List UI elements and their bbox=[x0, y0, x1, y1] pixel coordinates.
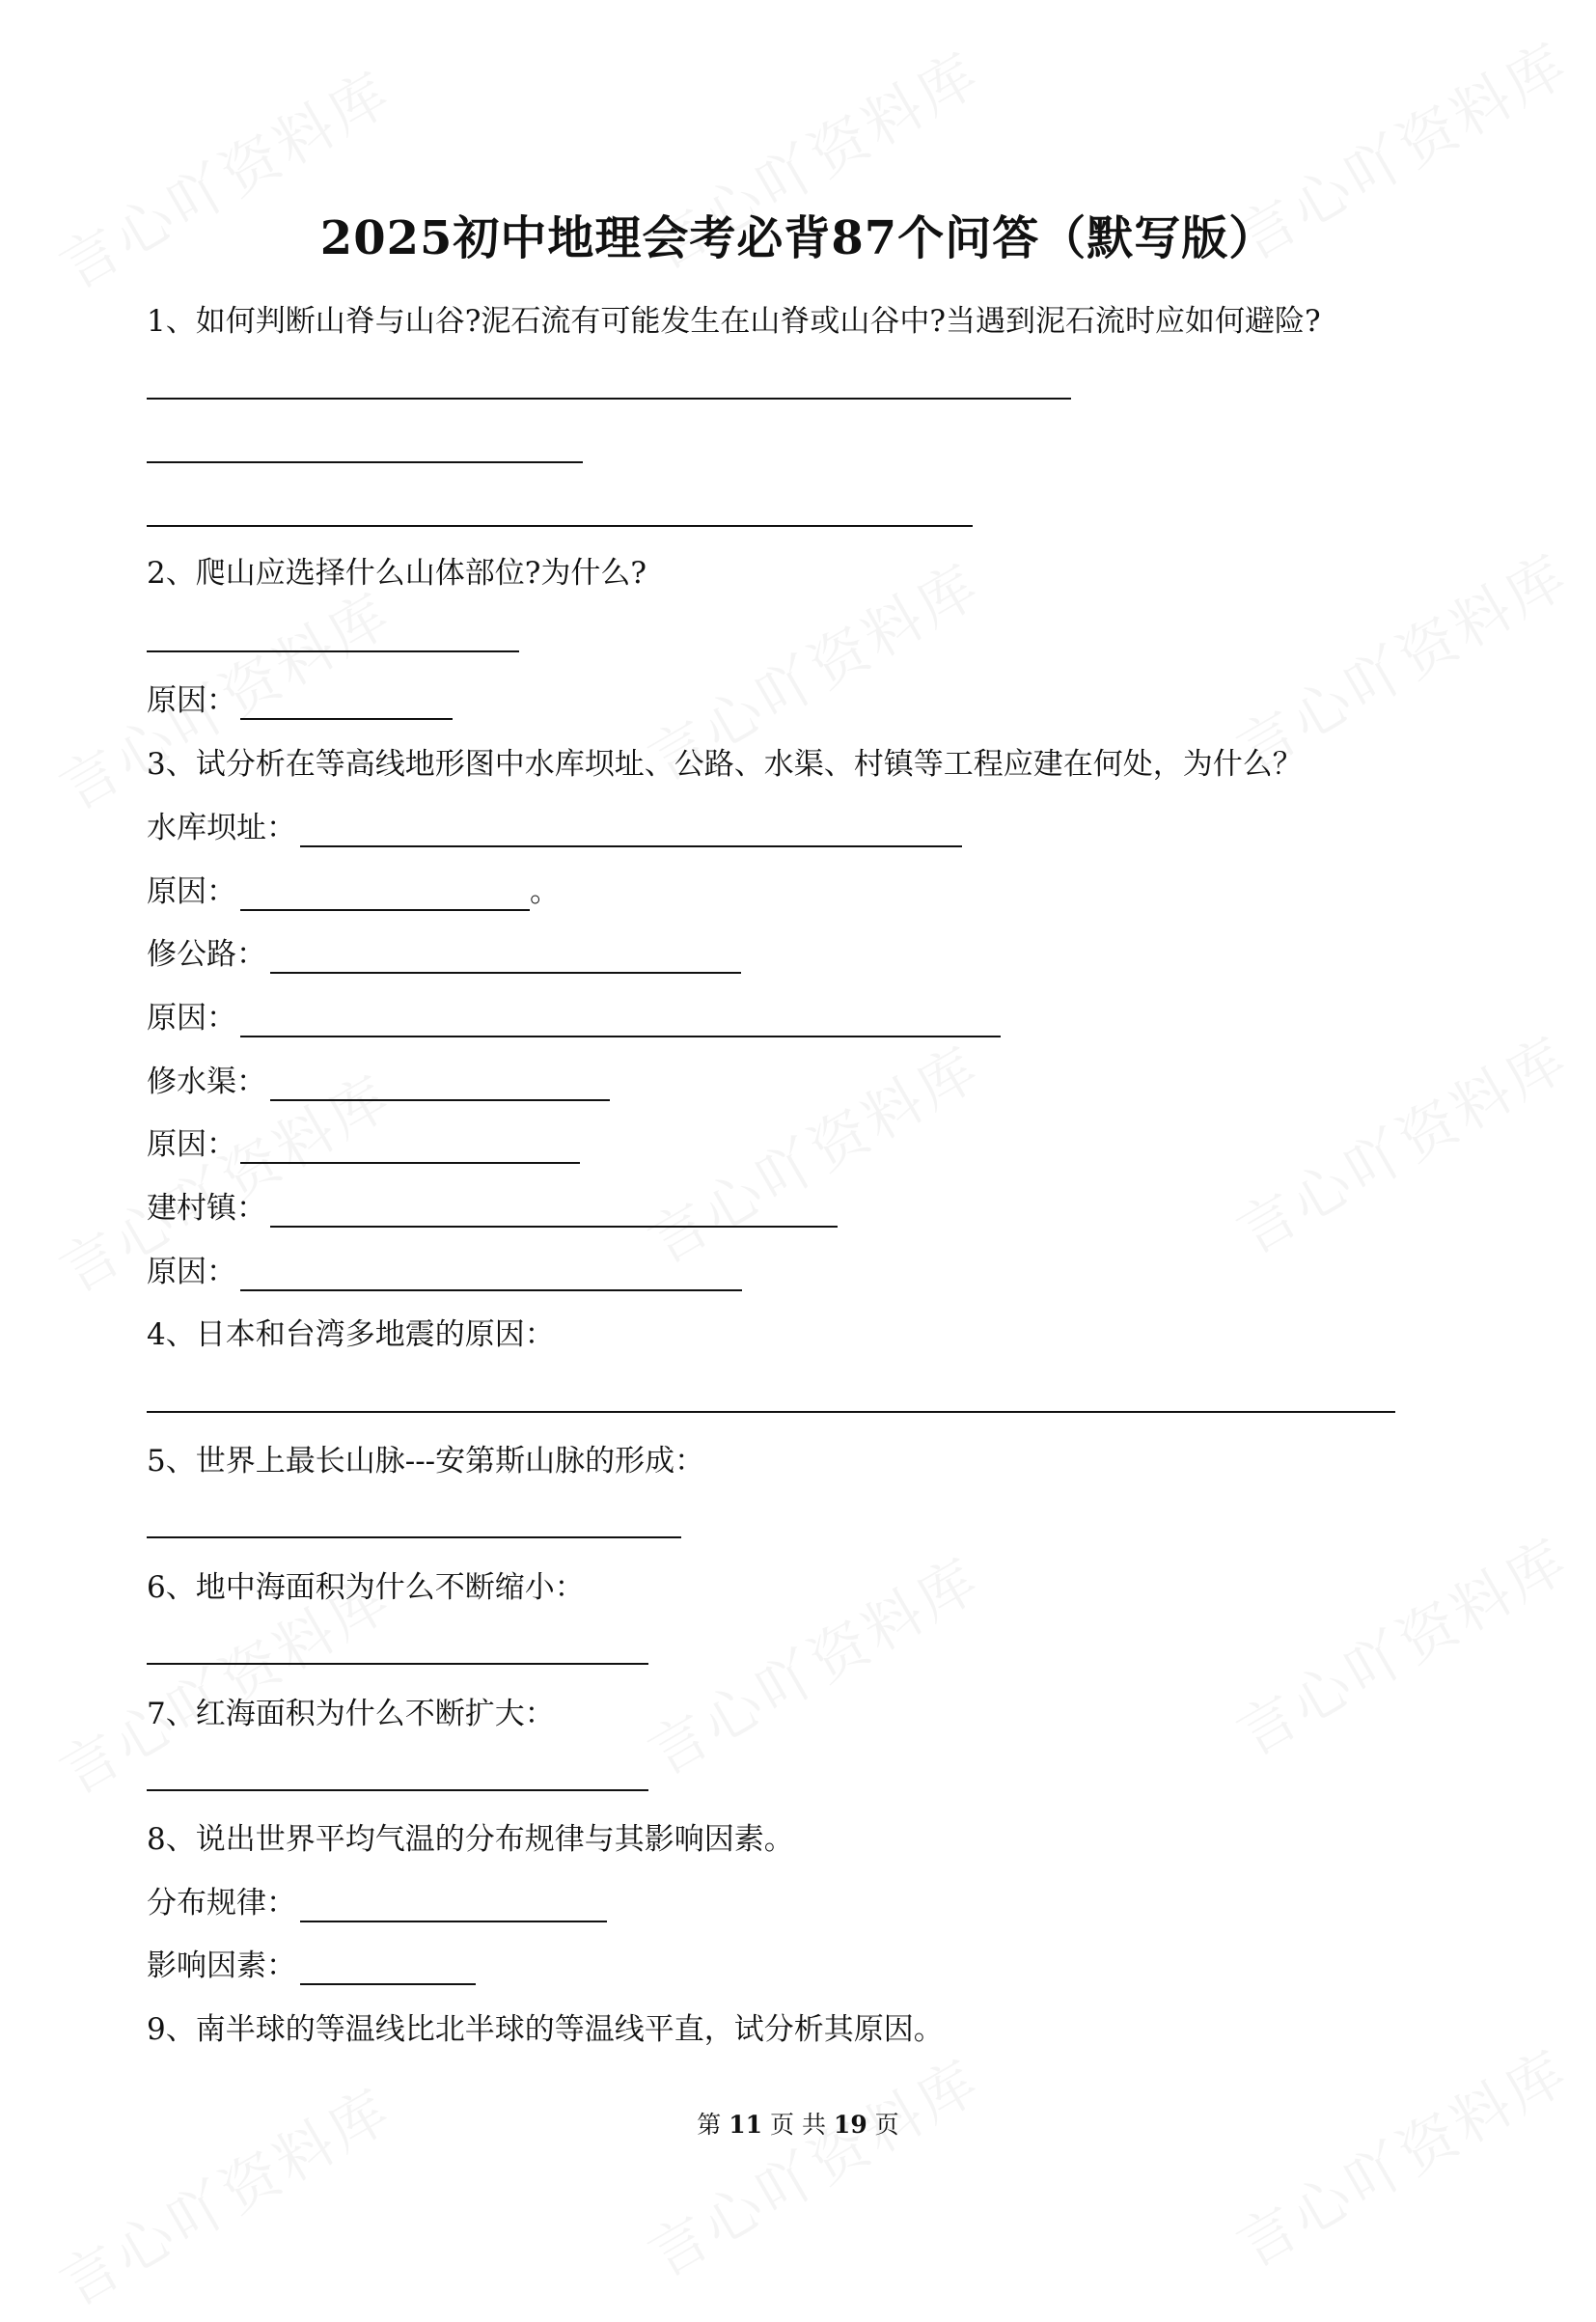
watermark bbox=[1220, 1515, 1582, 1772]
question-3 bbox=[147, 745, 1303, 784]
question-1 bbox=[147, 302, 1321, 341]
answer-blank[interactable] bbox=[270, 1070, 610, 1101]
answer-line[interactable] bbox=[147, 461, 583, 463]
answer-blank[interactable] bbox=[240, 880, 530, 911]
question-4 bbox=[147, 1315, 555, 1354]
answer-blank[interactable] bbox=[270, 943, 741, 974]
footer-suffix: 页 bbox=[874, 2111, 899, 2139]
q3-dam-reason bbox=[147, 872, 560, 911]
q3-dam bbox=[147, 809, 962, 847]
q3-village bbox=[147, 1189, 838, 1228]
question-9 bbox=[147, 2010, 944, 2049]
answer-blank[interactable] bbox=[240, 1007, 1001, 1037]
answer-blank[interactable] bbox=[240, 1133, 580, 1164]
question-7-text: 7、红海面积为什么不断扩大： bbox=[147, 1697, 555, 1731]
watermark bbox=[631, 2036, 994, 2293]
answer-line[interactable] bbox=[147, 1663, 648, 1665]
q3-canal-label: 修水渠： bbox=[147, 1064, 266, 1099]
question-7 bbox=[147, 1695, 555, 1733]
answer-blank[interactable] bbox=[300, 1954, 476, 1985]
q3-canal-reason-label: 原因： bbox=[147, 1127, 236, 1162]
question-6-text: 6、地中海面积为什么不断缩小： bbox=[147, 1570, 585, 1605]
page-footer bbox=[0, 2106, 1596, 2141]
question-2 bbox=[147, 554, 647, 593]
question-8 bbox=[147, 1820, 794, 1859]
footer-prefix: 第 bbox=[697, 2111, 722, 2139]
answer-blank[interactable] bbox=[270, 1197, 838, 1228]
watermark bbox=[42, 2065, 405, 2322]
answer-blank[interactable] bbox=[300, 816, 962, 847]
watermark bbox=[631, 1534, 994, 1791]
page-title: 2025初中地理会考必背87个问答（默写版） bbox=[319, 211, 1277, 265]
q3-village-label: 建村镇： bbox=[147, 1191, 266, 1226]
question-5 bbox=[147, 1442, 704, 1480]
q3-village-reason-label: 原因： bbox=[147, 1255, 236, 1289]
q3-dam-reason-end: 。 bbox=[530, 874, 560, 909]
answer-line[interactable] bbox=[147, 1789, 648, 1791]
answer-line[interactable] bbox=[147, 398, 1071, 400]
watermark bbox=[631, 1023, 994, 1280]
watermark bbox=[1220, 1013, 1582, 1270]
question-1-text: 1、如何判断山脊与山谷?泥石流有可能发生在山脊或山谷中?当遇到泥石流时应如何避险? bbox=[147, 304, 1321, 339]
q3-road bbox=[147, 935, 741, 974]
q3-road-reason-label: 原因： bbox=[147, 1001, 236, 1036]
answer-blank[interactable] bbox=[300, 1892, 607, 1922]
q3-dam-label: 水库坝址： bbox=[147, 811, 296, 845]
answer-blank[interactable] bbox=[240, 689, 453, 720]
answer-line[interactable] bbox=[147, 1411, 1395, 1413]
q8-factor-label: 影响因素： bbox=[147, 1949, 296, 1983]
watermark bbox=[1220, 2027, 1582, 2283]
footer-middle: 页 共 bbox=[770, 2111, 826, 2139]
q2-reason bbox=[147, 681, 453, 720]
page-number: 11 bbox=[729, 2111, 763, 2139]
question-3-text: 3、试分析在等高线地形图中水库坝址、公路、水渠、村镇等工程应建在何处，为什么？ bbox=[147, 747, 1303, 782]
answer-line[interactable] bbox=[147, 650, 519, 652]
q2-reason-label: 原因： bbox=[147, 683, 236, 718]
question-6 bbox=[147, 1568, 585, 1607]
answer-blank[interactable] bbox=[240, 1260, 742, 1291]
question-4-text: 4、日本和台湾多地震的原因： bbox=[147, 1317, 555, 1352]
question-5-text: 5、世界上最长山脉---安第斯山脉的形成： bbox=[147, 1444, 705, 1479]
q8-factor bbox=[147, 1947, 476, 1985]
q3-road-reason bbox=[147, 999, 1001, 1037]
q3-dam-reason-label: 原因： bbox=[147, 874, 236, 909]
answer-line[interactable] bbox=[147, 1536, 681, 1538]
question-2-text: 2、爬山应选择什么山体部位?为什么? bbox=[147, 556, 647, 591]
q3-canal-reason bbox=[147, 1125, 580, 1164]
question-9-text: 9、南半球的等温线比北半球的等温线平直，试分析其原因。 bbox=[147, 2012, 944, 2047]
question-8-text: 8、说出世界平均气温的分布规律与其影响因素。 bbox=[147, 1822, 794, 1857]
q8-rule bbox=[147, 1884, 607, 1922]
q8-rule-label: 分布规律： bbox=[147, 1886, 296, 1921]
q3-village-reason bbox=[147, 1253, 742, 1291]
page-total: 19 bbox=[833, 2111, 867, 2139]
q3-road-label: 修公路： bbox=[147, 937, 266, 972]
answer-line[interactable] bbox=[147, 525, 973, 527]
q3-canal bbox=[147, 1063, 610, 1101]
